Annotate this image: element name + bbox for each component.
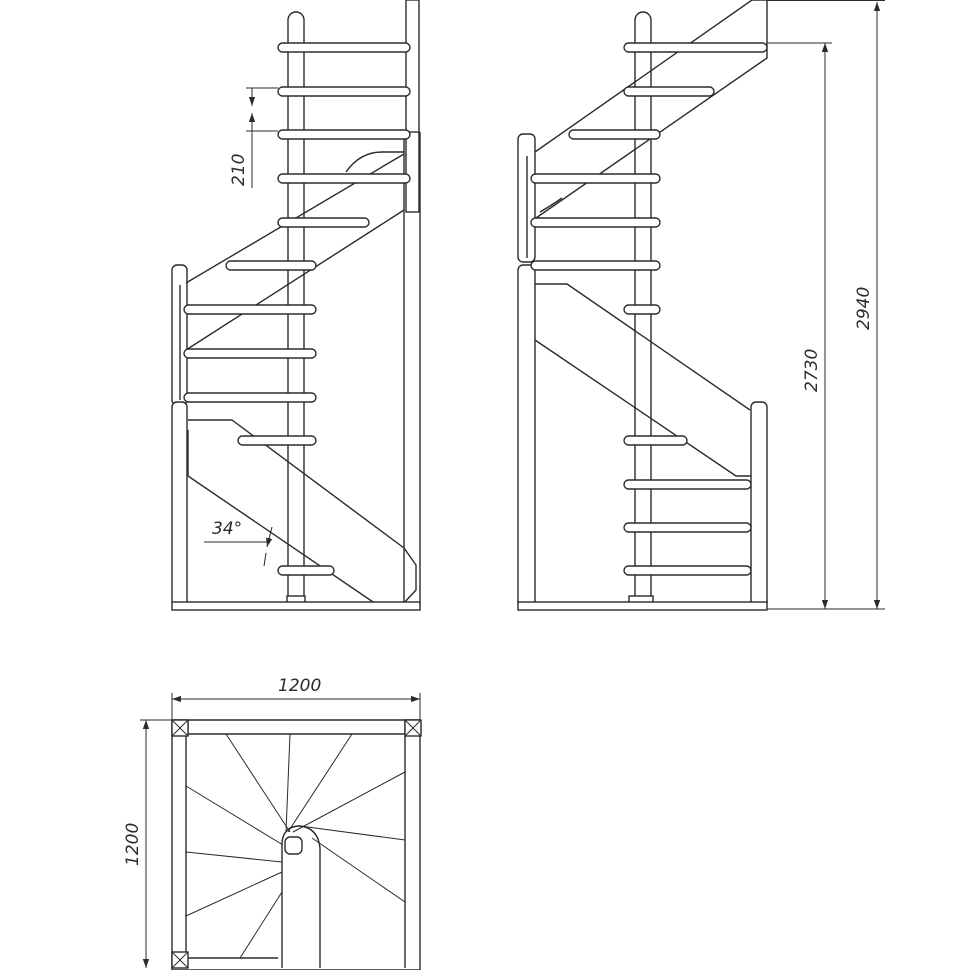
front-tread xyxy=(278,218,369,227)
front-tread xyxy=(278,130,410,139)
side-tread xyxy=(569,130,660,139)
front-tread xyxy=(226,261,316,270)
front-tread xyxy=(238,436,316,445)
side-tread xyxy=(624,523,751,532)
side-tread xyxy=(531,261,660,270)
side-tread xyxy=(624,43,767,52)
total-height-label: 2940 xyxy=(854,286,874,330)
side-tread xyxy=(624,436,687,445)
front-view xyxy=(172,0,420,610)
depth-dimension xyxy=(123,720,172,968)
width-label: 1200 xyxy=(278,676,322,696)
front-tread xyxy=(278,566,334,575)
floor-height-label: 2730 xyxy=(802,348,822,392)
tread-rise-dimension xyxy=(229,88,278,188)
plan-view xyxy=(123,676,421,970)
front-tread xyxy=(278,174,410,183)
front-tread xyxy=(184,393,316,402)
side-floor-base xyxy=(518,602,767,610)
side-tread xyxy=(624,305,660,314)
side-tread xyxy=(624,480,751,489)
side-right-newel xyxy=(751,402,767,608)
tread-rise-label: 210 xyxy=(229,153,249,186)
front-tread xyxy=(278,87,410,96)
front-tread xyxy=(278,43,410,52)
depth-label: 1200 xyxy=(123,822,143,866)
angle-label: 34° xyxy=(212,519,243,539)
side-tread xyxy=(531,218,660,227)
front-tread xyxy=(184,349,316,358)
side-left-lower-newel xyxy=(518,265,535,608)
side-tread xyxy=(624,566,751,575)
total-height-dimension xyxy=(767,1,885,610)
side-view xyxy=(518,0,885,610)
width-dimension xyxy=(172,676,420,720)
front-tread xyxy=(184,305,316,314)
side-tread xyxy=(624,87,714,96)
front-left-lower-newel xyxy=(172,402,187,608)
side-tread xyxy=(531,174,660,183)
front-floor-base xyxy=(172,602,420,610)
plan-central-post xyxy=(285,837,302,854)
